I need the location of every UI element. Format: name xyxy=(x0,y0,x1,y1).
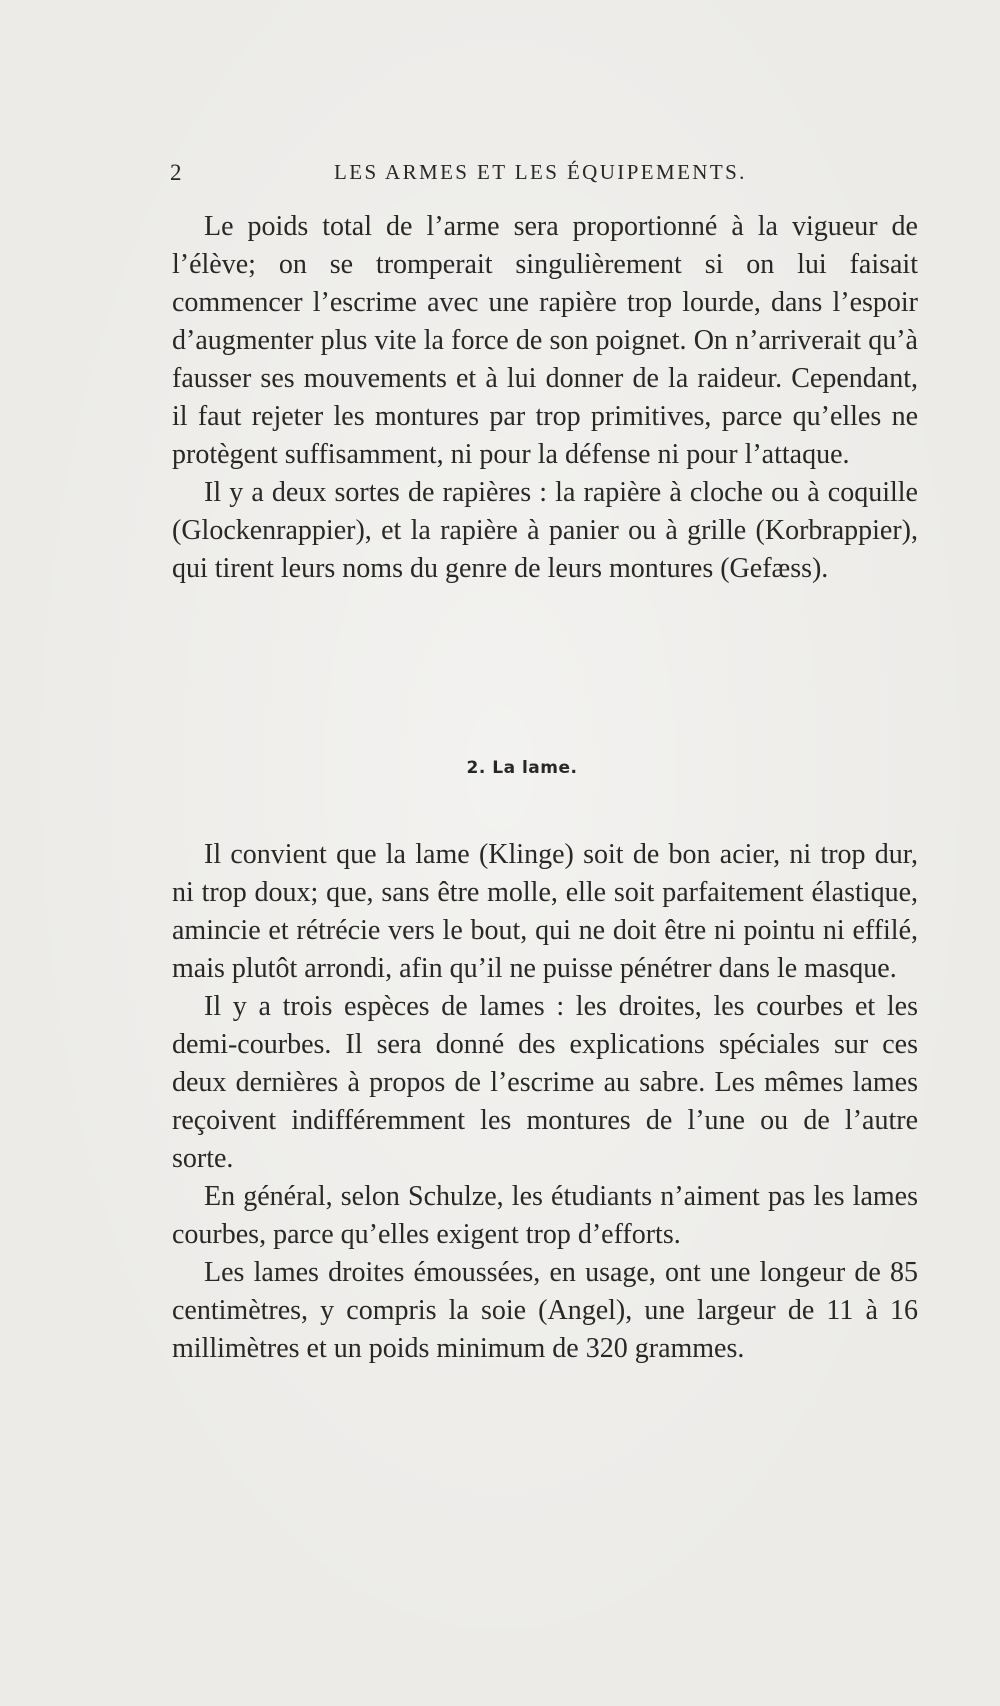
text-block-bottom xyxy=(172,836,918,1368)
paragraph: Le poids total de l’arme sera proportionné à la vigueur de l’élève; on se tromperait singulièrement si on lui faisait commencer l’escrime avec une rapière trop lourde, dans l’espoir d’augmenter plus vite la force de son poignet. On n’arriverait qu’à fausser ses mouvements et à lui donner de la raideur. Cependant, il faut rejeter les montures par trop primitives, parce qu’elles ne protègent suffisamment, ni pour la défense ni pour l’attaque. xyxy=(172,211,918,470)
text-block-top xyxy=(172,208,918,588)
section-heading-text: 2. La lame. xyxy=(466,758,578,778)
paragraph: En général, selon Schulze, les étudiants n’aiment pas les lames courbes, parce qu’elles exigent trop d’efforts. xyxy=(172,1181,918,1250)
paragraph: Il y a trois espèces de lames : les droites, les courbes et les demi-courbes. Il sera donné des explications spéciales sur ces deux dernières à propos de l’escrime au sabre. Les mêmes lames reçoivent indifféremment les montures de l’une ou de l’autre sorte. xyxy=(172,991,918,1174)
page-header xyxy=(170,160,750,192)
section-heading xyxy=(0,758,1000,778)
running-head: LES ARMES ET LES ÉQUIPEMENTS. xyxy=(334,160,747,184)
paragraph: Il convient que la lame (Klinge) soit de bon acier, ni trop dur, ni trop doux; que, sans être molle, elle soit parfaitement élastique, amincie et rétrécie vers le bout, qui ne doit être ni pointu ni effilé, mais plutôt arrondi, afin qu’il ne puisse pénétrer dans le masque. xyxy=(172,839,918,984)
paragraph: Les lames droites émoussées, en usage, ont une longeur de 85 centimètres, y compris la soie (Angel), une largeur de 11 à 16 millimètres et un poids minimum de 320 grammes. xyxy=(172,1257,918,1364)
page-number: 2 xyxy=(170,160,183,185)
paragraph: Il y a deux sortes de rapières : la rapière à cloche ou à coquille (Glockenrappier), et la rapière à panier ou à grille (Korbrappier), qui tirent leurs noms du genre de leurs montures (Gefæss). xyxy=(172,477,918,584)
